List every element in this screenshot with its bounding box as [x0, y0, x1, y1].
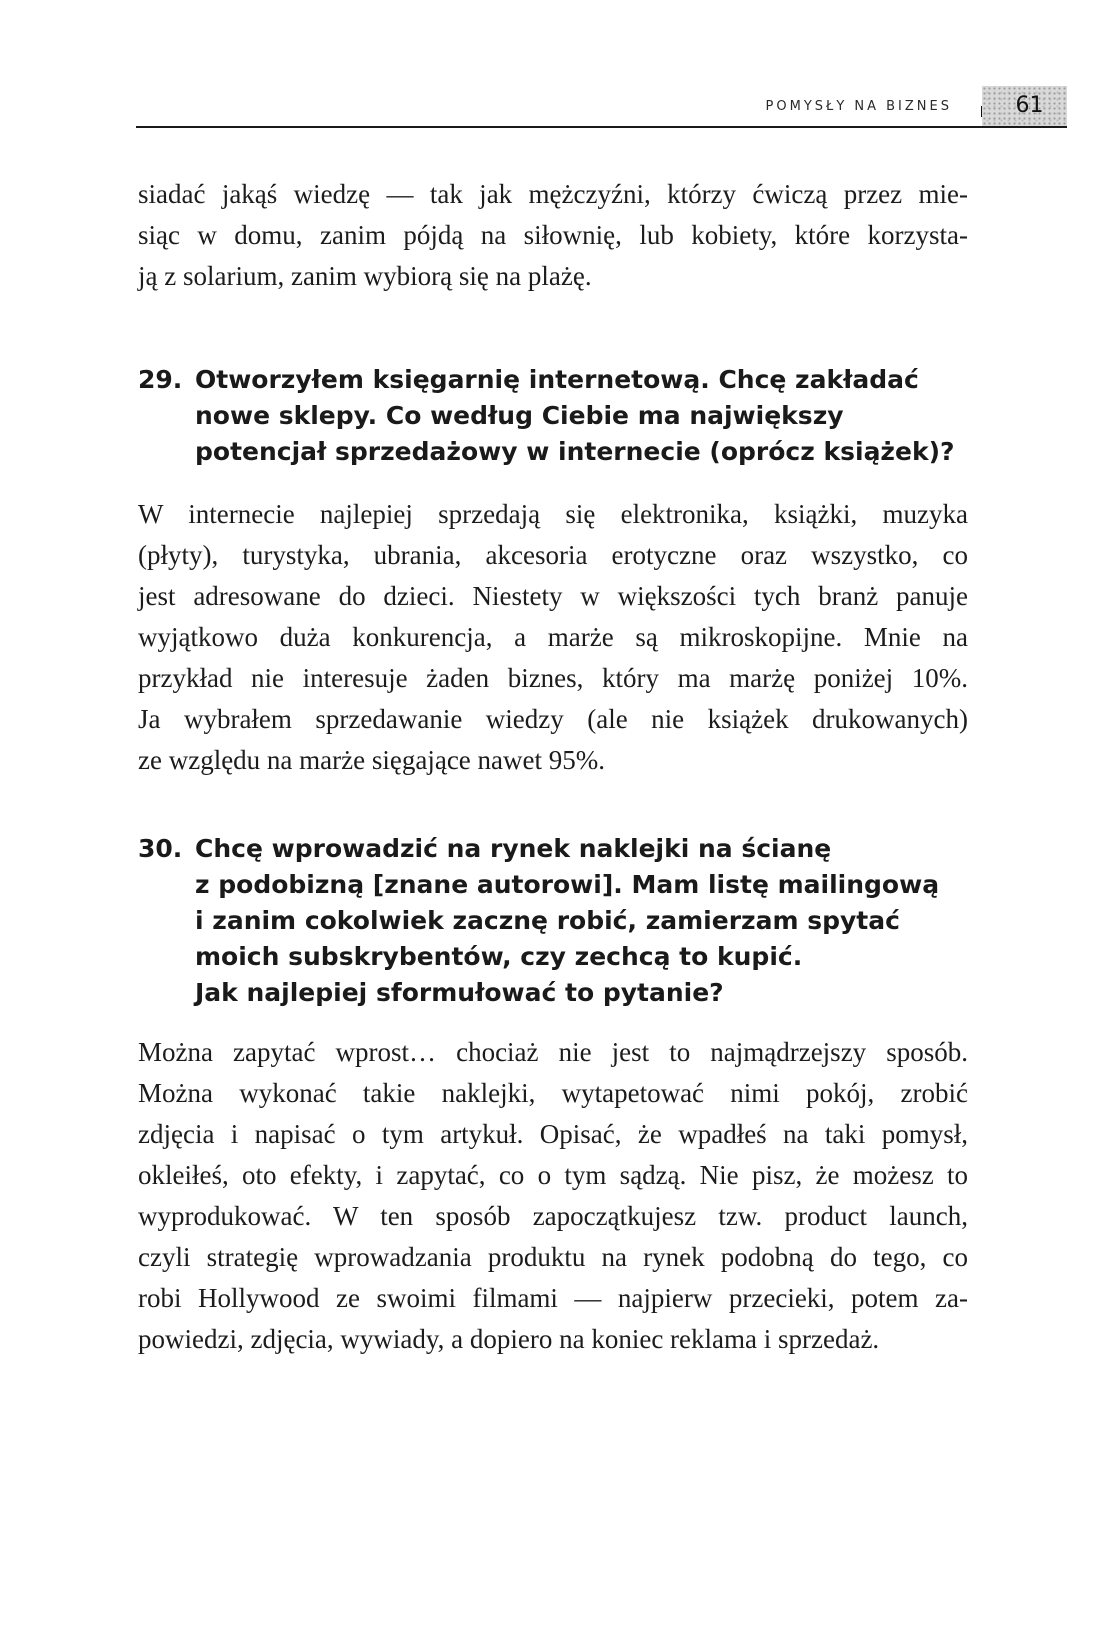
text-line: (płyty), turystyka, ubrania, akcesoria erotyczne oraz wszystko, co [138, 540, 968, 570]
text-line: okleiłeś, oto efekty, i zapytać, co o tym sądzą. Nie pisz, że możesz to [138, 1160, 968, 1190]
text-line: siąc w domu, zanim pójdą na siłownię, lub kobiety, które korzysta- [138, 220, 968, 250]
text-line: jest adresowane do dzieci. Niestety w większości tych branż panuje [138, 581, 968, 611]
text-line: zdjęcia i napisać o tym artykuł. Opisać, że wpadłeś na taki pomysł, [138, 1119, 968, 1149]
question-text: Chcę wprowadzić na rynek naklejki na ścianę [195, 834, 832, 863]
intro-paragraph [138, 174, 968, 297]
text-line: ze względu na marże sięgające nawet 95%. [138, 745, 606, 775]
text-line: robi Hollywood ze swoimi filmami — najpierw przecieki, potem za- [138, 1283, 968, 1313]
text-line: przykład nie interesuje żaden biznes, który ma marżę poniżej 10%. [138, 663, 968, 693]
text-line: W internecie najlepiej sprzedają się elektronika, książki, muzyka [138, 499, 968, 529]
text-line: wyjątkowo duża konkurencja, a marże są mikroskopijne. Mnie na [138, 622, 968, 652]
question-number: 29. [138, 365, 183, 394]
answer-29-paragraph [138, 494, 968, 781]
text-line: Można wykonać takie naklejki, wytapetować nimi pokój, zrobić [138, 1078, 968, 1108]
text-line: czyli strategię wprowadzania produktu na rynek podobną do tego, co [138, 1242, 968, 1272]
question-30-heading [138, 831, 988, 1011]
question-line: potencjał sprzedażowy w internecie (oprócz książek)? [195, 437, 955, 466]
question-number: 30. [138, 834, 183, 863]
text-line: ją z solarium, zanim wybiorą się na plażę. [138, 261, 592, 291]
question-line: Jak najlepiej sformułować to pytanie? [195, 978, 724, 1007]
question-line [138, 831, 988, 867]
running-header-title: POMYSŁY NA BIZNES [765, 99, 952, 114]
text-line: Ja wybrałem sprzedawanie wiedzy (ale nie książek drukowanych) [138, 704, 968, 734]
answer-30-paragraph [138, 1032, 968, 1360]
question-line: nowe sklepy. Co według Ciebie ma największy [195, 401, 844, 430]
question-line: moich subskrybentów, czy zechcą to kupić. [195, 942, 803, 971]
page-number-box [982, 86, 1067, 126]
question-line [138, 362, 988, 398]
running-header [136, 84, 1067, 128]
text-line: wyprodukować. W ten sposób zapoczątkujesz tzw. product launch, [138, 1201, 968, 1231]
question-text: Otworzyłem księgarnię internetową. Chcę zakładać [195, 365, 919, 394]
page-number: 61 [1015, 93, 1044, 118]
question-line: i zanim cokolwiek zacznę robić, zamierzam spytać [195, 906, 900, 935]
question-29-heading [138, 362, 988, 470]
text-line: siadać jakąś wiedzę — tak jak mężczyźni, którzy ćwiczą przez mie- [138, 179, 968, 209]
header-rule [136, 126, 1067, 128]
text-line: Można zapytać wprost… chociaż nie jest to najmądrzejszy sposób. [138, 1037, 968, 1067]
text-line: powiedzi, zdjęcia, wywiady, a dopiero na koniec reklama i sprzedaż. [138, 1324, 880, 1354]
question-line: z podobizną [znane autorowi]. Mam listę mailingową [195, 870, 940, 899]
